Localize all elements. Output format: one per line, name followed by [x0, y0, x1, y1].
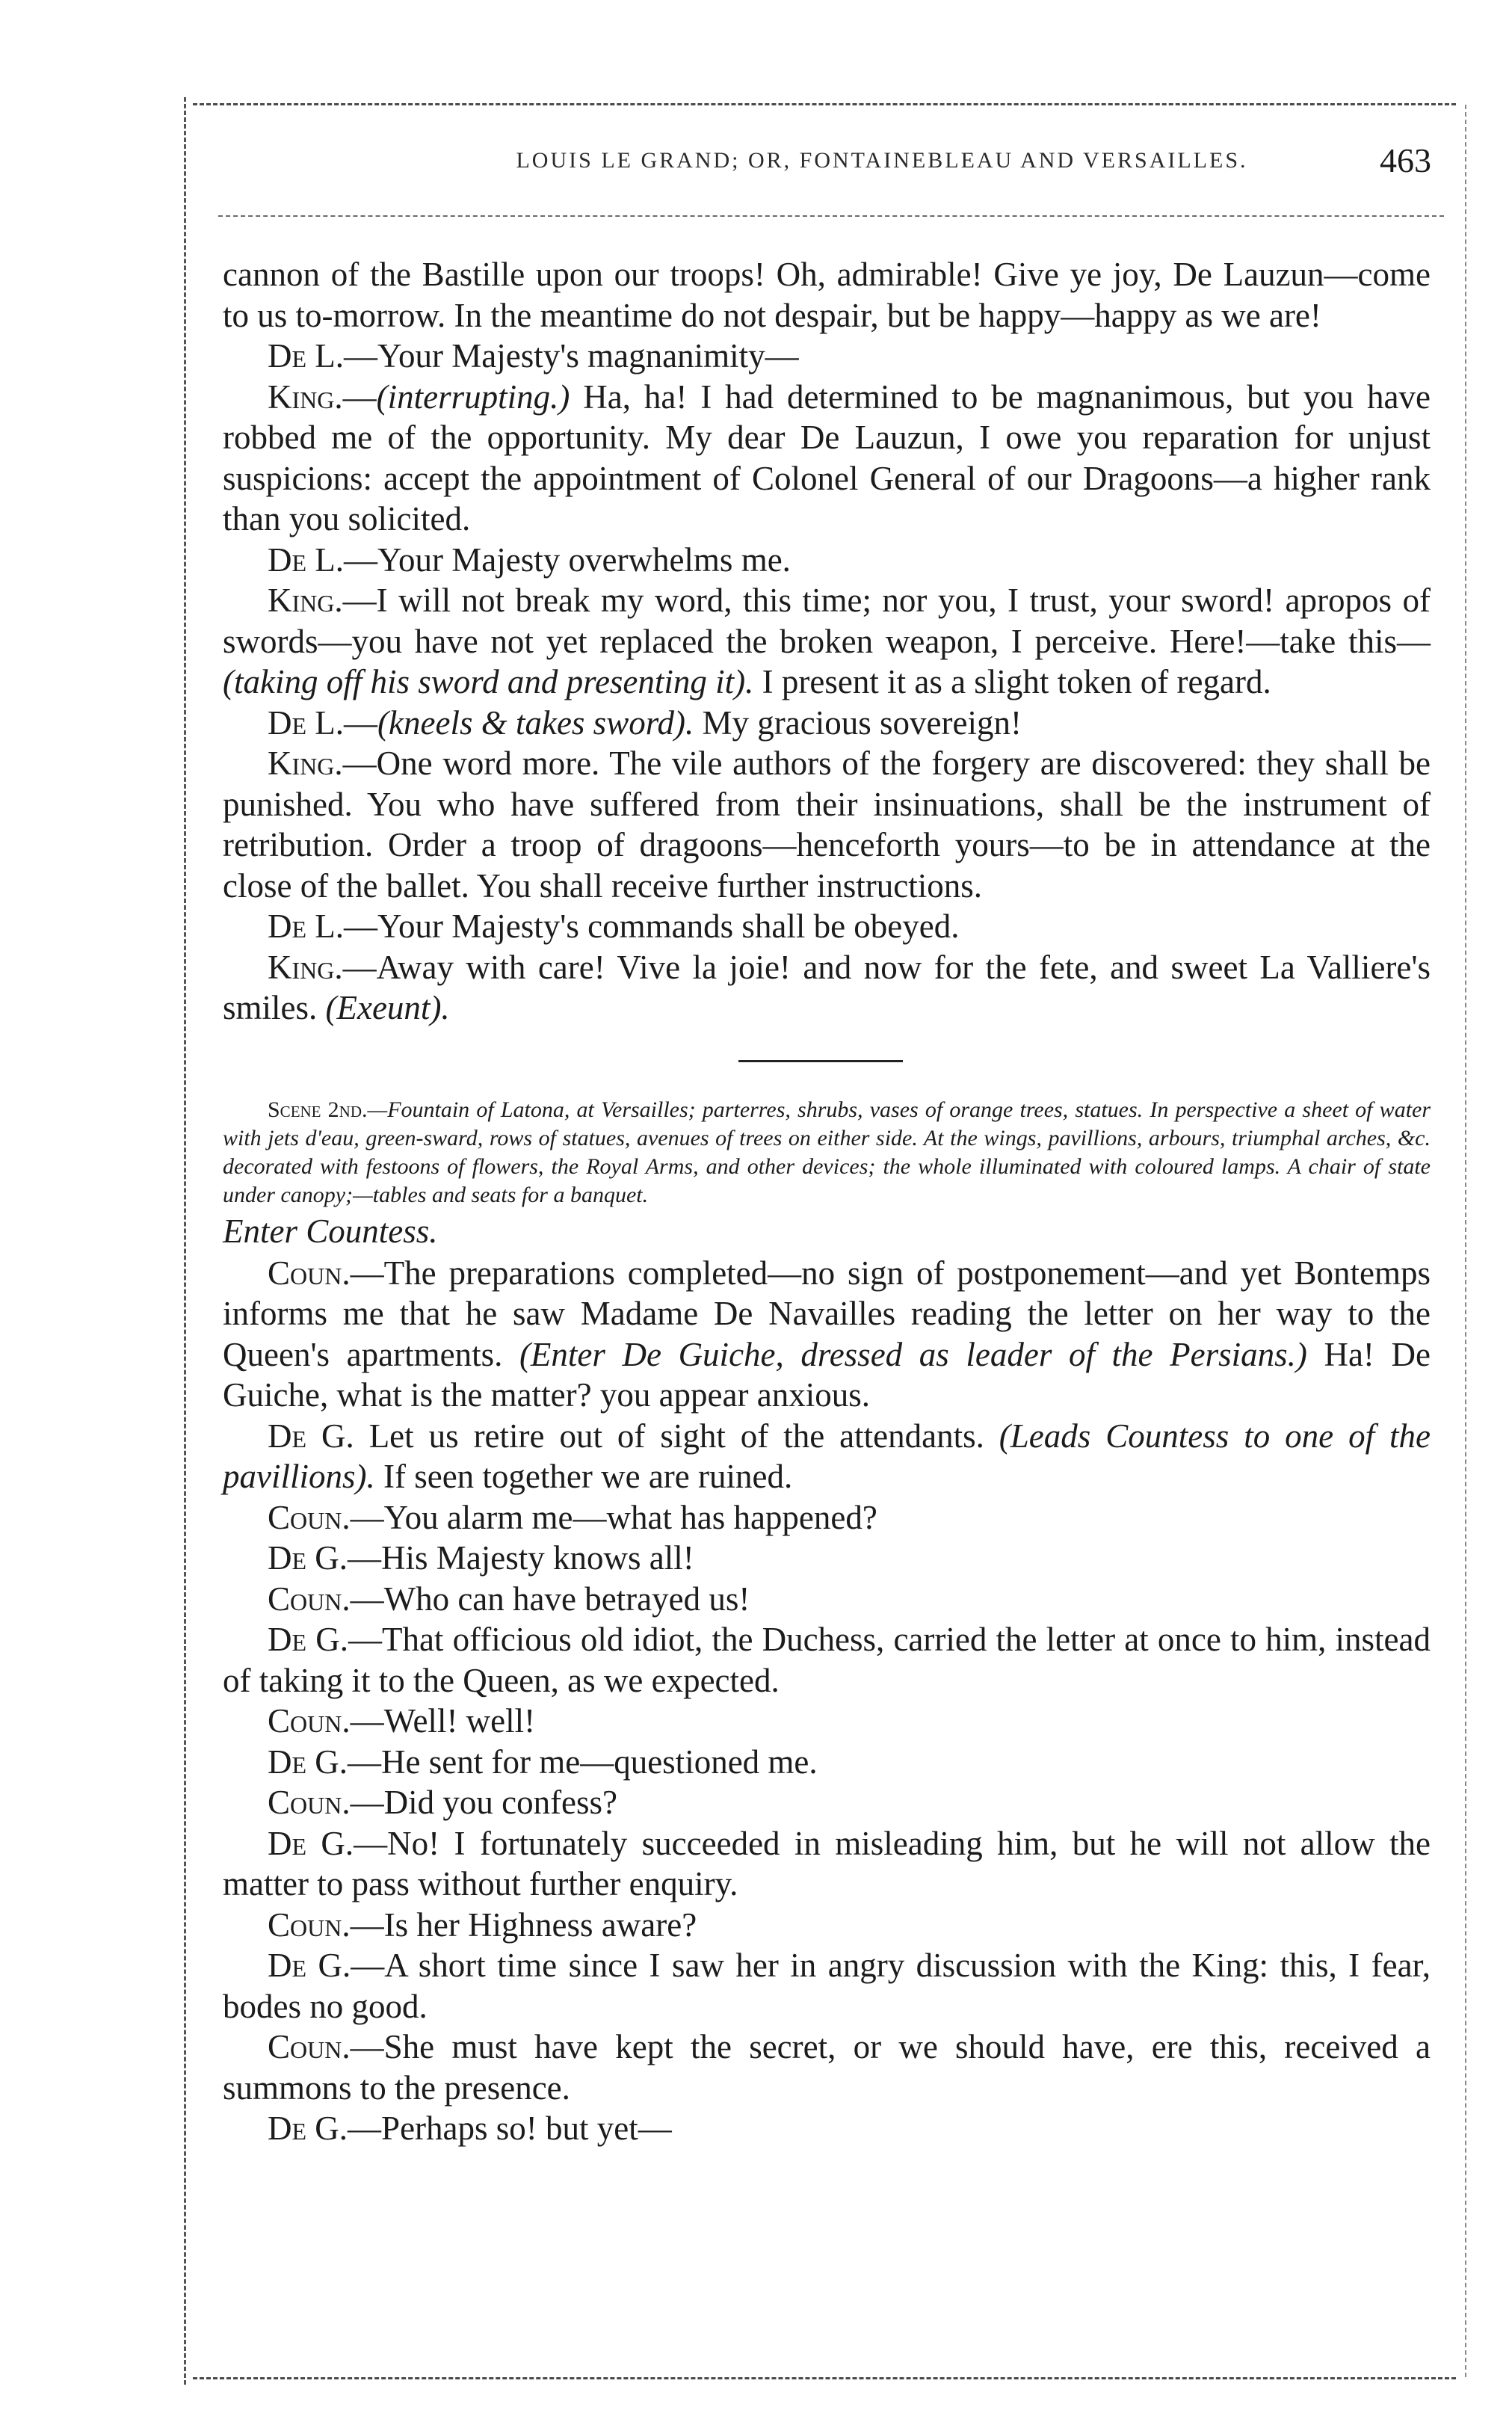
- dialogue-line: De L.—Your Majesty's magnanimity—: [268, 337, 799, 375]
- section-divider: [223, 1029, 1431, 1096]
- stage-direction: (Leads Countess to one of the pavillions).: [223, 1417, 1431, 1495]
- body-text: [223, 254, 1431, 2149]
- dialogue-line: De G.—His Majesty knows all!: [268, 1539, 694, 1577]
- speaker-name: De L.: [268, 337, 345, 375]
- stage-direction: (kneels & takes sword).: [377, 703, 694, 742]
- speaker-name: Coun.: [268, 2028, 351, 2065]
- speaker-name: Coun.: [268, 1702, 351, 1740]
- header-rule: [218, 215, 1444, 217]
- speaker-name: De G.: [268, 2110, 348, 2147]
- stage-direction: (Enter De Guiche, dressed as leader of the Persians.): [519, 1335, 1307, 1373]
- dialogue-line: De L.—Your Majesty overwhelms me.: [268, 540, 791, 579]
- dialogue-line: Coun.—Is her Highness aware?: [268, 1905, 697, 1944]
- dialogue-line: Coun.—Did you confess?: [268, 1784, 618, 1821]
- divider-rule: [738, 1060, 903, 1062]
- speaker-name: King.: [268, 745, 343, 782]
- dialogue-line: Coun.—Well! well!: [268, 1702, 536, 1740]
- speaker-name: King.: [268, 948, 343, 986]
- top-border-rule: [193, 103, 1456, 105]
- dialogue-line: De G.—He sent for me—questioned me.: [268, 1743, 818, 1781]
- speaker-name: Coun.: [268, 1498, 351, 1536]
- scene-description: Scene 2nd.—Fountain of Latona, at Versailles; parterres, shrubs, vases of orange trees, statues. In perspective a sheet of water with jets d'eau, green-sward, rows of statues, avenues of trees on either side. At the wings, pavillions, arbours, triumphal arches, &c. decorated with festoons of flowers, the Royal Arms, and other devices; the whole illuminated with coloured lamps. A chair of state under canopy;—tables and seats for a banquet.: [223, 1097, 1431, 1207]
- dialogue-line: King.—(interrupting.) Ha, ha! I had determined to be magnanimous, but you have robbed me of the opportunity. My dear De Lauzun, I owe you reparation for unjust suspicions: accept the appointment of Colonel General of our Dragoons—a higher rank than you solicited.: [223, 378, 1431, 537]
- dialogue-line: De L.—Your Majesty's commands shall be obeyed.: [268, 908, 960, 945]
- speaker-name: De G.: [268, 1621, 348, 1658]
- dialogue-line: Coun.—You alarm me—what has happened?: [268, 1498, 877, 1536]
- bottom-border-rule: [193, 2377, 1456, 2379]
- dialogue-line: De G.—That officious old idiot, the Duchess, carried the letter at once to him, instead of taking it to the Queen, as we expected.: [223, 1621, 1431, 1699]
- dialogue-line: King.—One word more. The vile authors of the forgery are discovered: they shall be punished. You who have suffered from their insinuations, shall be the instrument of retribution. Order a troop of dragoons—henceforth yours—to be in attendance at the close of the ballet. You shall receive further instructions.: [223, 745, 1431, 905]
- speaker-name: De G.: [268, 1539, 348, 1577]
- speaker-name: Coun.: [268, 1784, 351, 1821]
- stage-direction: (interrupting.): [376, 378, 570, 416]
- speaker-name: De L.: [268, 908, 345, 945]
- speaker-name: Coun.: [268, 1254, 351, 1292]
- dialogue-line: De L.—(kneels & takes sword). My gracious sovereign!: [268, 703, 1022, 742]
- speaker-name: Coun.: [268, 1580, 351, 1618]
- running-head: LOUIS LE GRAND; OR, FONTAINEBLEAU AND VERSAILLES.: [516, 148, 1248, 173]
- speaker-name: King.: [268, 582, 343, 619]
- speaker-name: Coun.: [268, 1905, 351, 1944]
- speaker-name: De G.: [268, 1824, 354, 1862]
- dialogue-line: King.—I will not break my word, this time; nor you, I trust, your sword! apropos of swords—you have not yet replaced the broken weapon, I perceive. Here!—take this—(taking off his sword and presenting it). I present it as a slight token of regard.: [223, 582, 1431, 700]
- stage-entrance: Enter Countess.: [223, 1212, 438, 1250]
- dialogue-line: De G.—No! I fortunately succeeded in misleading him, but he will not allow the matter to pass without further enquiry.: [223, 1824, 1431, 1902]
- dialogue-line: Coun.—The preparations completed—no sign of postponement—and yet Bontemps informs me that he saw Madame De Navailles reading the letter on her way to the Queen's apartments. (Enter De Guiche, dressed as leader of the Persians.) Ha! De Guiche, what is the matter? you appear anxious.: [223, 1254, 1431, 1414]
- dialogue-line: Coun.—She must have kept the secret, or we should have, ere this, received a summons to the presence.: [223, 2028, 1431, 2107]
- left-border-rule: [184, 97, 186, 2385]
- stage-direction: (taking off his sword and presenting it).: [223, 663, 754, 700]
- speaker-name: De G.: [268, 1417, 354, 1455]
- speaker-name: De G.: [268, 1743, 348, 1781]
- dialogue-line: Coun.—Who can have betrayed us!: [268, 1580, 750, 1618]
- paragraph: cannon of the Bastille upon our troops! Oh, admirable! Give ye joy, De Lauzun—come to us to-morrow. In the meantime do not despair, but be happy—happy as we are!: [223, 256, 1431, 334]
- stage-direction: (Exeunt).: [325, 989, 450, 1026]
- speaker-name: De L.: [268, 540, 345, 579]
- speaker-name: King.: [268, 378, 343, 416]
- right-border-rule: [1465, 105, 1466, 2377]
- dialogue-line: De G.—A short time since I saw her in angry discussion with the King: this, I fear, bodes no good.: [223, 1947, 1431, 2025]
- dialogue-line: De G.—Perhaps so! but yet—: [268, 2110, 672, 2147]
- speaker-name: De L.: [268, 703, 345, 742]
- dialogue-line: King.—Away with care! Vive la joie! and now for the fete, and sweet La Valliere's smiles. (Exeunt).: [223, 948, 1431, 1026]
- speaker-name: De G.: [268, 1947, 351, 1984]
- scene-label: Scene 2nd.: [268, 1097, 368, 1122]
- page-number: 463: [1380, 141, 1431, 179]
- dialogue-line: De G. Let us retire out of sight of the attendants. (Leads Countess to one of the pavillions). If seen together we are ruined.: [223, 1417, 1431, 1495]
